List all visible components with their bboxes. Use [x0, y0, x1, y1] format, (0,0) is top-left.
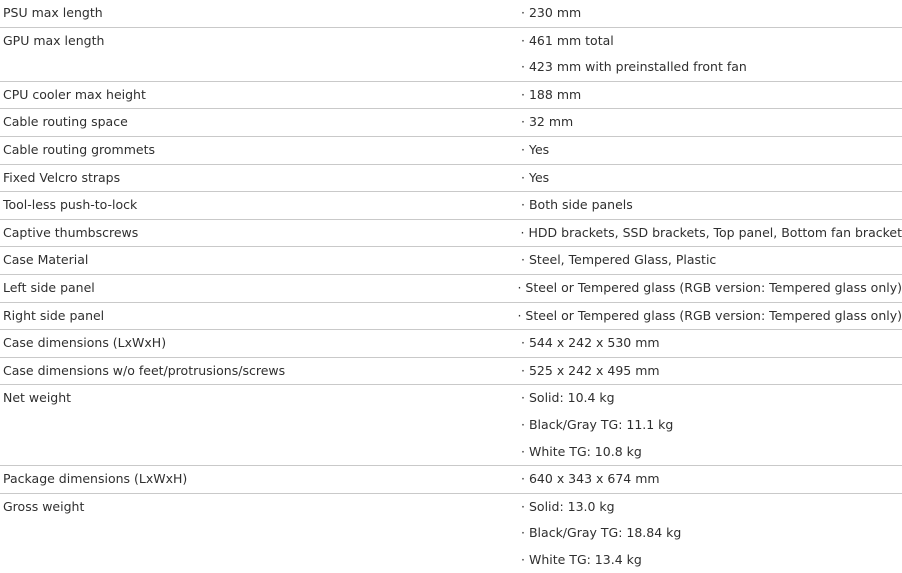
spec-value-text: Both side panels [528, 197, 633, 213]
spec-value [521, 330, 902, 357]
bullet-icon: · [521, 197, 525, 213]
spec-value [517, 275, 902, 302]
spec-row [0, 329, 902, 357]
spec-row [0, 219, 902, 247]
bullet-icon: · [521, 498, 525, 514]
spec-values [521, 358, 902, 385]
spec-label: PSU max length [3, 5, 103, 20]
spec-values [521, 220, 902, 247]
spec-values [521, 109, 902, 136]
spec-value-text: Solid: 13.0 kg [528, 498, 615, 514]
spec-value-text: 423 mm with preinstalled front fan [528, 59, 747, 75]
spec-label: Tool-less push-to-lock [3, 197, 138, 213]
spec-label: Package dimensions (LxWxH) [3, 471, 188, 487]
spec-row [0, 136, 902, 164]
spec-value [521, 54, 902, 81]
bullet-icon: · [520, 224, 525, 240]
spec-values [521, 494, 902, 573]
spec-values [517, 303, 902, 330]
bullet-icon: · [521, 59, 525, 75]
spec-row [0, 357, 902, 385]
spec-values [521, 0, 902, 27]
spec-values [521, 385, 902, 465]
bullet-icon: · [521, 416, 525, 432]
spec-label: Case Material [3, 252, 89, 268]
spec-value-text: Steel, Tempered Glass, Plastic [528, 252, 717, 268]
spec-value-text: Steel or Tempered glass (RGB version: Tempered glass only) [525, 279, 902, 295]
spec-value-text: Yes [528, 169, 550, 185]
spec-value [521, 520, 902, 547]
spec-label: Case dimensions (LxWxH) [3, 335, 167, 351]
spec-value-text: Steel or Tempered glass (RGB version: Tempered glass only) [525, 307, 902, 323]
bullet-icon: · [521, 5, 525, 20]
bullet-icon: · [521, 525, 525, 541]
spec-value [521, 109, 902, 136]
spec-value-text: Black/Gray TG: 18.84 kg [528, 525, 682, 541]
spec-row [0, 0, 902, 27]
bullet-icon: · [521, 169, 525, 185]
spec-value [521, 247, 902, 274]
spec-row [0, 274, 902, 302]
spec-value-text: White TG: 10.8 kg [528, 443, 642, 459]
spec-values [521, 28, 902, 81]
spec-row [0, 493, 902, 573]
spec-label: Fixed Velcro straps [3, 169, 121, 185]
spec-value [521, 0, 902, 27]
spec-row [0, 246, 902, 274]
bullet-icon: · [521, 32, 525, 48]
spec-row [0, 108, 902, 136]
spec-label: GPU max length [3, 32, 105, 48]
spec-row [0, 191, 902, 219]
spec-label: CPU cooler max height [3, 86, 146, 102]
spec-value [521, 358, 902, 385]
spec-values [521, 165, 902, 192]
spec-value [517, 303, 902, 330]
spec-label: Right side panel [3, 307, 105, 323]
bullet-icon: · [521, 471, 525, 487]
spec-value-text: 640 x 343 x 674 mm [528, 471, 660, 487]
spec-value-text: Solid: 10.4 kg [528, 390, 615, 406]
spec-label: Case dimensions w/o feet/protrusions/screws [3, 362, 286, 378]
bullet-icon: · [521, 114, 525, 130]
spec-value [521, 466, 902, 493]
spec-value [521, 137, 902, 164]
spec-value-text: 230 mm [528, 5, 582, 20]
bullet-icon: · [521, 551, 525, 567]
spec-value [521, 82, 902, 109]
spec-row [0, 81, 902, 109]
spec-value-text: 461 mm total [528, 32, 614, 48]
bullet-icon: · [517, 279, 522, 295]
bullet-icon: · [521, 141, 525, 157]
spec-row [0, 384, 902, 465]
spec-value [521, 192, 902, 219]
bullet-icon: · [517, 307, 522, 323]
bullet-icon: · [521, 443, 525, 459]
spec-value-text: White TG: 13.4 kg [528, 551, 642, 567]
spec-value-text: 188 mm [528, 86, 582, 102]
spec-label: Gross weight [3, 498, 85, 514]
spec-values [521, 466, 902, 493]
spec-value [521, 220, 902, 247]
spec-label: Cable routing space [3, 114, 128, 130]
spec-values [521, 137, 902, 164]
spec-values [517, 275, 902, 302]
spec-value [521, 412, 902, 439]
spec-row [0, 164, 902, 192]
spec-value-text: 525 x 242 x 495 mm [528, 362, 660, 378]
spec-values [521, 192, 902, 219]
bullet-icon: · [521, 86, 525, 102]
spec-value [521, 165, 902, 192]
spec-label: Net weight [3, 390, 72, 406]
spec-row [0, 27, 902, 81]
spec-values [521, 82, 902, 109]
spec-value [521, 439, 902, 466]
spec-value-text: Black/Gray TG: 11.1 kg [528, 416, 674, 432]
spec-label: Captive thumbscrews [3, 224, 139, 240]
spec-values [521, 330, 902, 357]
bullet-icon: · [521, 390, 525, 406]
bullet-icon: · [521, 335, 525, 351]
spec-value-text: HDD brackets, SSD brackets, Top panel, Bottom fan bracket [528, 224, 902, 240]
spec-label: Left side panel [3, 279, 95, 295]
spec-value [521, 547, 902, 573]
bullet-icon: · [521, 252, 525, 268]
spec-values [521, 247, 902, 274]
spec-label: Cable routing grommets [3, 141, 156, 157]
spec-value [521, 494, 902, 521]
spec-value [521, 28, 902, 55]
spec-value [521, 385, 902, 412]
spec-value-text: Yes [528, 141, 550, 157]
bullet-icon: · [521, 362, 525, 378]
spec-row [0, 302, 902, 330]
spec-value-text: 544 x 242 x 530 mm [528, 335, 660, 351]
spec-value-text: 32 mm [528, 114, 574, 130]
spec-row [0, 465, 902, 493]
